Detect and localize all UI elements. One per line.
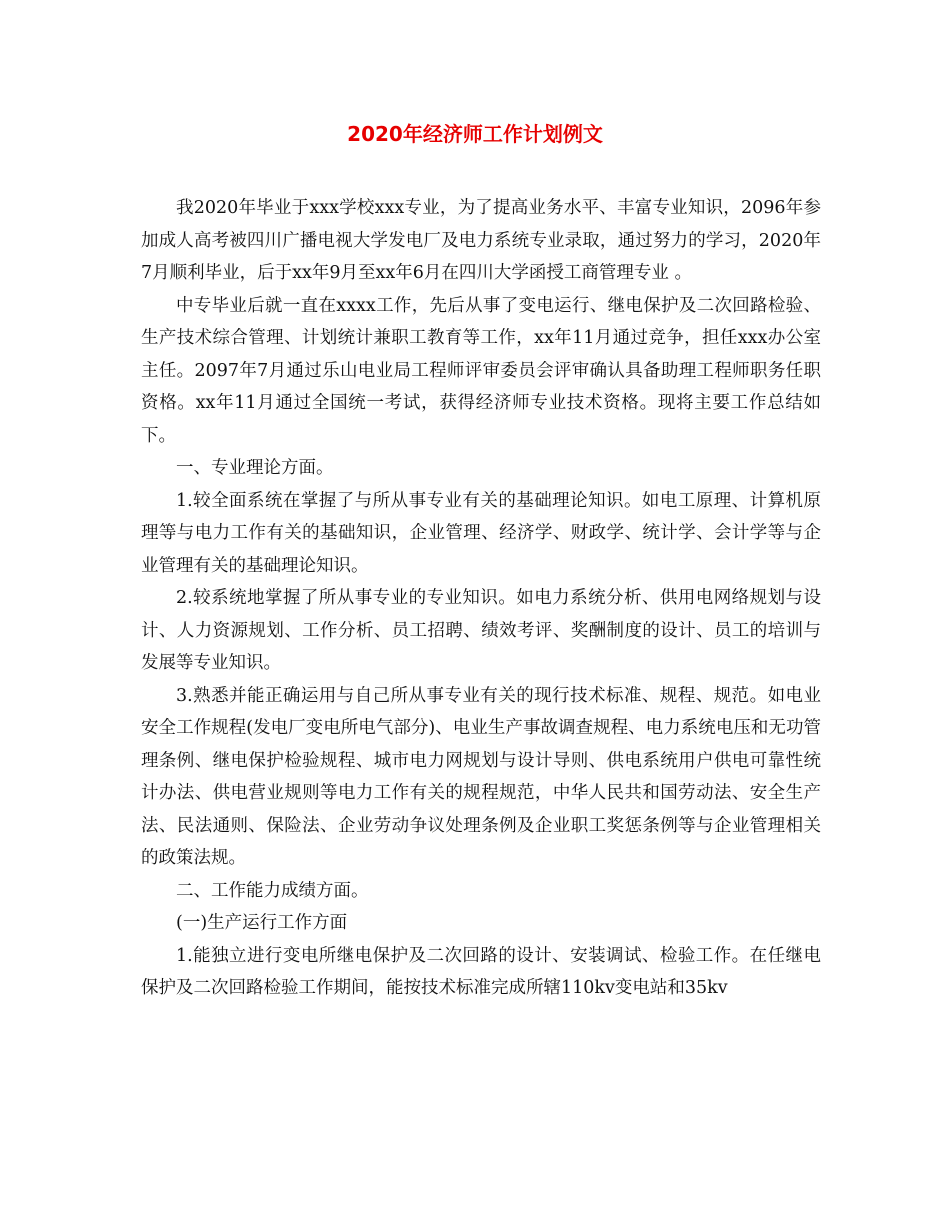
subsection-heading: (一)生产运行工作方面 [176, 913, 348, 933]
section-heading: 二、工作能力成绩方面。 [176, 880, 369, 901]
paragraph: 1.能独立进行变电所继电保护及二次回路的设计、安装调试、检验工作。在任继电保护及二次回路检验工作期间，能按技术标准完成所辖110kv变电站和35kv [141, 945, 821, 998]
paragraph: 2.较系统地掌握了所从事专业的专业知识。如电力系统分析、供用电网络规划与设计、人力资源规划、工作分析、员工招聘、绩效考评、奖酬制度的设计、员工的培训与发展等专业知识。 [141, 588, 821, 673]
section-heading: 一、专业理论方面。 [176, 458, 334, 478]
document-body [141, 192, 821, 1005]
paragraph: 中专毕业后就一直在xxxx工作，先后从事了变电运行、继电保护及二次回路检验、生产技术综合管理、计划统计兼职工教育等工作，xx年11月通过竞争，担任xxx办公室主任。2097年7月通过乐山电业局工程师评审委员会评审确认具备助理工程师职务任职资格。xx年11月通过全国统一考试，获得经济师专业技术资格。现将主要工作总结如下。 [141, 295, 821, 446]
paragraph: 3.熟悉并能正确运用与自己所从事专业有关的现行技术标准、规程、规范。如电业安全工作规程(发电厂变电所电气部分)、电业生产事故调查规程、电力系统电压和无功管理条例、继电保护检验规程、城市电力网规划与设计导则、供电系统用户供电可靠性统计办法、供电营业规则等电力工作有关的规程规范，中华人民共和国劳动法、安全生产法、民法通则、保险法、企业劳动争议处理条例及企业职工奖惩条例等与企业管理相关的政策法规。 [141, 685, 821, 868]
paragraph: 1.较全面系统在掌握了与所从事专业有关的基础理论知识。如电工原理、计算机原理等与电力工作有关的基础知识，企业管理、经济学、财政学、统计学、会计学等与企业管理有关的基础理论知识。 [141, 490, 821, 576]
document-title: 2020年经济师工作计划例文 [347, 122, 603, 146]
paragraph: 我2020年毕业于xxx学校xxx专业，为了提高业务水平、丰富专业知识，2096年参加成人高考被四川广播电视大学发电厂及电力系统专业录取，通过努力的学习，2020年7月顺利毕业，后于xx年9月至xx年6月在四川大学函授工商管理专业 。 [141, 198, 821, 283]
